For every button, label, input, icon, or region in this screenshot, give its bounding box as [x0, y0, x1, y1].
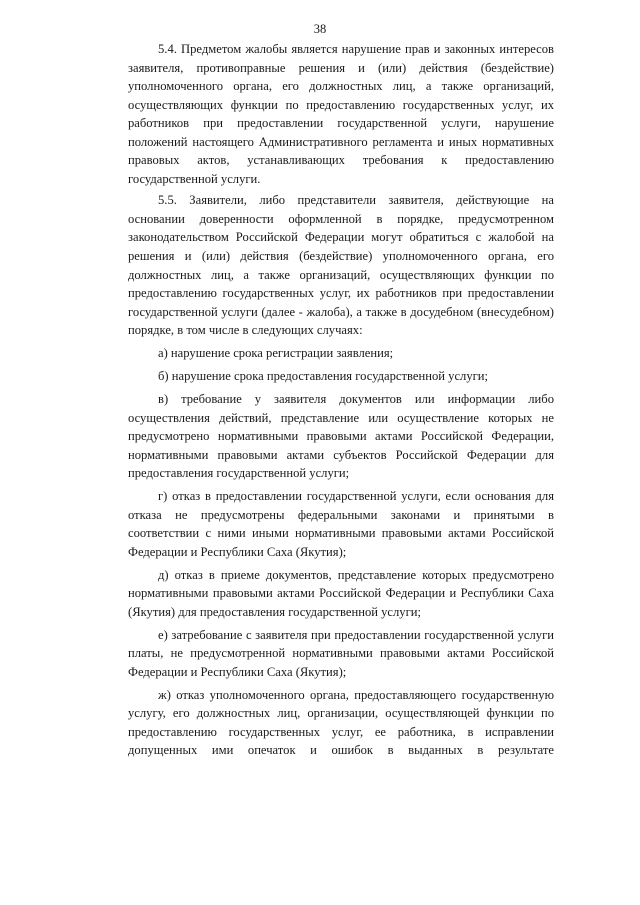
- list-item-zh: ж) отказ уполномоченного органа, предоставляющего государственную услугу, его должностных лиц, организации, осуществляющей функции по предоставлению государственных услуг, ее работника, в исправлении допущенных ими опечаток и ошибок в выданных в результате: [128, 687, 554, 758]
- paragraph-5-5: 5.5. Заявители, либо представители заявителя, действующие на основании доверенности оформленной в порядке, предусмотренном законодательством Российской Федерации могут обратиться с жалобой на решения и (или) действия (бездействие) уполномоченного органа, его должностных лиц, а также организаций, осуществляющих функции по предоставлению государственных услуг, их работников при предоставлении государственной услуги (далее - жалоба), а также в досудебном (внесудебном) порядке, в том числе в следующих случаях:: [128, 193, 554, 338]
- paragraph-5-4: 5.4. Предметом жалобы является нарушение прав и законных интересов заявителя, противоправные решения и (или) действия (бездействие) уполномоченного органа, его должностных лиц, а также организаций, осуществляющих функции по предоставлению государственных услуг, их работников при предоставлении государственной услуги, нарушение положений настоящего Административного регламента и иных нормативных правовых актов, устанавливающих требования к предоставлению государственной услуги.: [128, 42, 554, 186]
- list-item-e: е) затребование с заявителя при предоставлении государственной услуги платы, не предусмотренной нормативными правовыми актами Российской Федерации и Республики Саха (Якутия);: [128, 627, 554, 679]
- list-item-v: в) требование у заявителя документов или информации либо осуществления действий, представление или осуществление которых не предусмотрено нормативными правовыми актами Российской Федерации, нормативными правовыми актами субъектов Российской Федерации для предоставления государственной услуги;: [128, 392, 554, 481]
- document-body: [128, 40, 554, 760]
- list-item-d: д) отказ в приеме документов, представление которых предусмотрено нормативными правовыми актами Российской Федерации и Республики Саха (Якутия) для предоставления государственной услуги;: [128, 567, 554, 619]
- list-item-b: б) нарушение срока предоставления государственной услуги;: [158, 369, 489, 384]
- page-number: 38: [313, 22, 327, 36]
- list-item-g: г) отказ в предоставлении государственной услуги, если основания для отказа не предусмотрены федеральными законами и принятыми в соответствии с ними иными нормативными правовыми актами Российской Федерации и Республики Саха (Якутия);: [128, 489, 554, 559]
- list-item-a: а) нарушение срока регистрации заявления;: [158, 346, 394, 361]
